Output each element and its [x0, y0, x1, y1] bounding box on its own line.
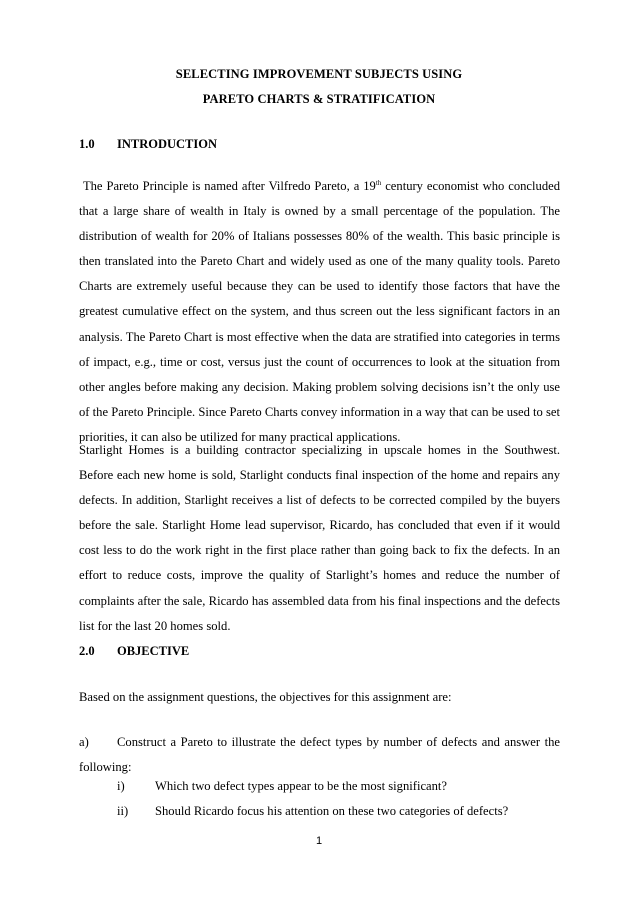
page-number: 1: [315, 835, 323, 847]
list-marker: a): [79, 735, 89, 749]
document-title-line-2: PARETO CHARTS & STRATIFICATION: [202, 92, 436, 106]
section-title: INTRODUCTION: [117, 137, 218, 151]
objective-sub-item-ii: [117, 804, 508, 819]
intro-paragraph-1: [79, 174, 560, 450]
section-heading-introduction: [79, 137, 217, 152]
list-item-text: Construct a Pareto to illustrate the defect types by number of defects and answer the following:: [79, 735, 560, 774]
intro-paragraph-2: Starlight Homes is a building contractor specializing in upscale homes in the Southwest. Before each new home is sold, Starlight conducts final inspection of the home and repairs any defects. In addition, Starlight receives a list of defects to be corrected compiled by the buyers before the sale. Starlight Home lead supervisor, Ricardo, has concluded that even if it would cost less to do the work right in the first place rather than going back to fix the defects. In an effort to reduce costs, improve the quality of Starlight’s homes and reduce the number of complaints after the sale, Ricardo has assembled data from his final inspections and the defects list for the last 20 homes sold.: [79, 443, 560, 633]
intro-paragraph-1-text-a: The Pareto Principle is named after Vilfredo Pareto, a 19: [82, 179, 376, 193]
section-heading-objective: [79, 644, 189, 659]
list-marker: ii): [117, 804, 129, 818]
section-title: OBJECTIVE: [117, 644, 190, 658]
list-item-text: Which two defect types appear to be the most significant?: [155, 779, 448, 793]
section-number: 1.0: [79, 137, 95, 151]
list-item-text: Should Ricardo focus his attention on these two categories of defects?: [155, 804, 509, 818]
objective-sub-item-i: [117, 779, 447, 794]
document-title-line-1: SELECTING IMPROVEMENT SUBJECTS USING: [175, 67, 463, 81]
section-number: 2.0: [79, 644, 95, 658]
intro-paragraph-1-text-b: century economist who concluded that a large share of wealth in Italy is owned by a small percentage of the population. The distribution of wealth for 20% of Italians possesses 80% of the wealth. This basic principle is then translated into the Pareto Chart and widely used as one of the many quality tools. Pareto Charts are extremely useful because they can be used to identify those factors that have the greatest cumulative effect on the system, and thus screen out the less significant factors in an analysis. The Pareto Chart is most effective when the data are stratified into categories in terms of impact, e.g., time or cost, versus just the count of occurrences to look at the situation from other angles before making any decision. Making problem solving decisions isn’t the only use of the Pareto Principle. Since Pareto Charts convey information in a way that can be used to set priorities, it can also be utilized for many practical applications.: [79, 179, 560, 444]
objective-lead-text: Based on the assignment questions, the objectives for this assignment are:: [79, 690, 452, 704]
objective-item-a: [79, 730, 560, 780]
ordinal-superscript: th: [375, 179, 382, 187]
list-marker: i): [117, 779, 125, 793]
